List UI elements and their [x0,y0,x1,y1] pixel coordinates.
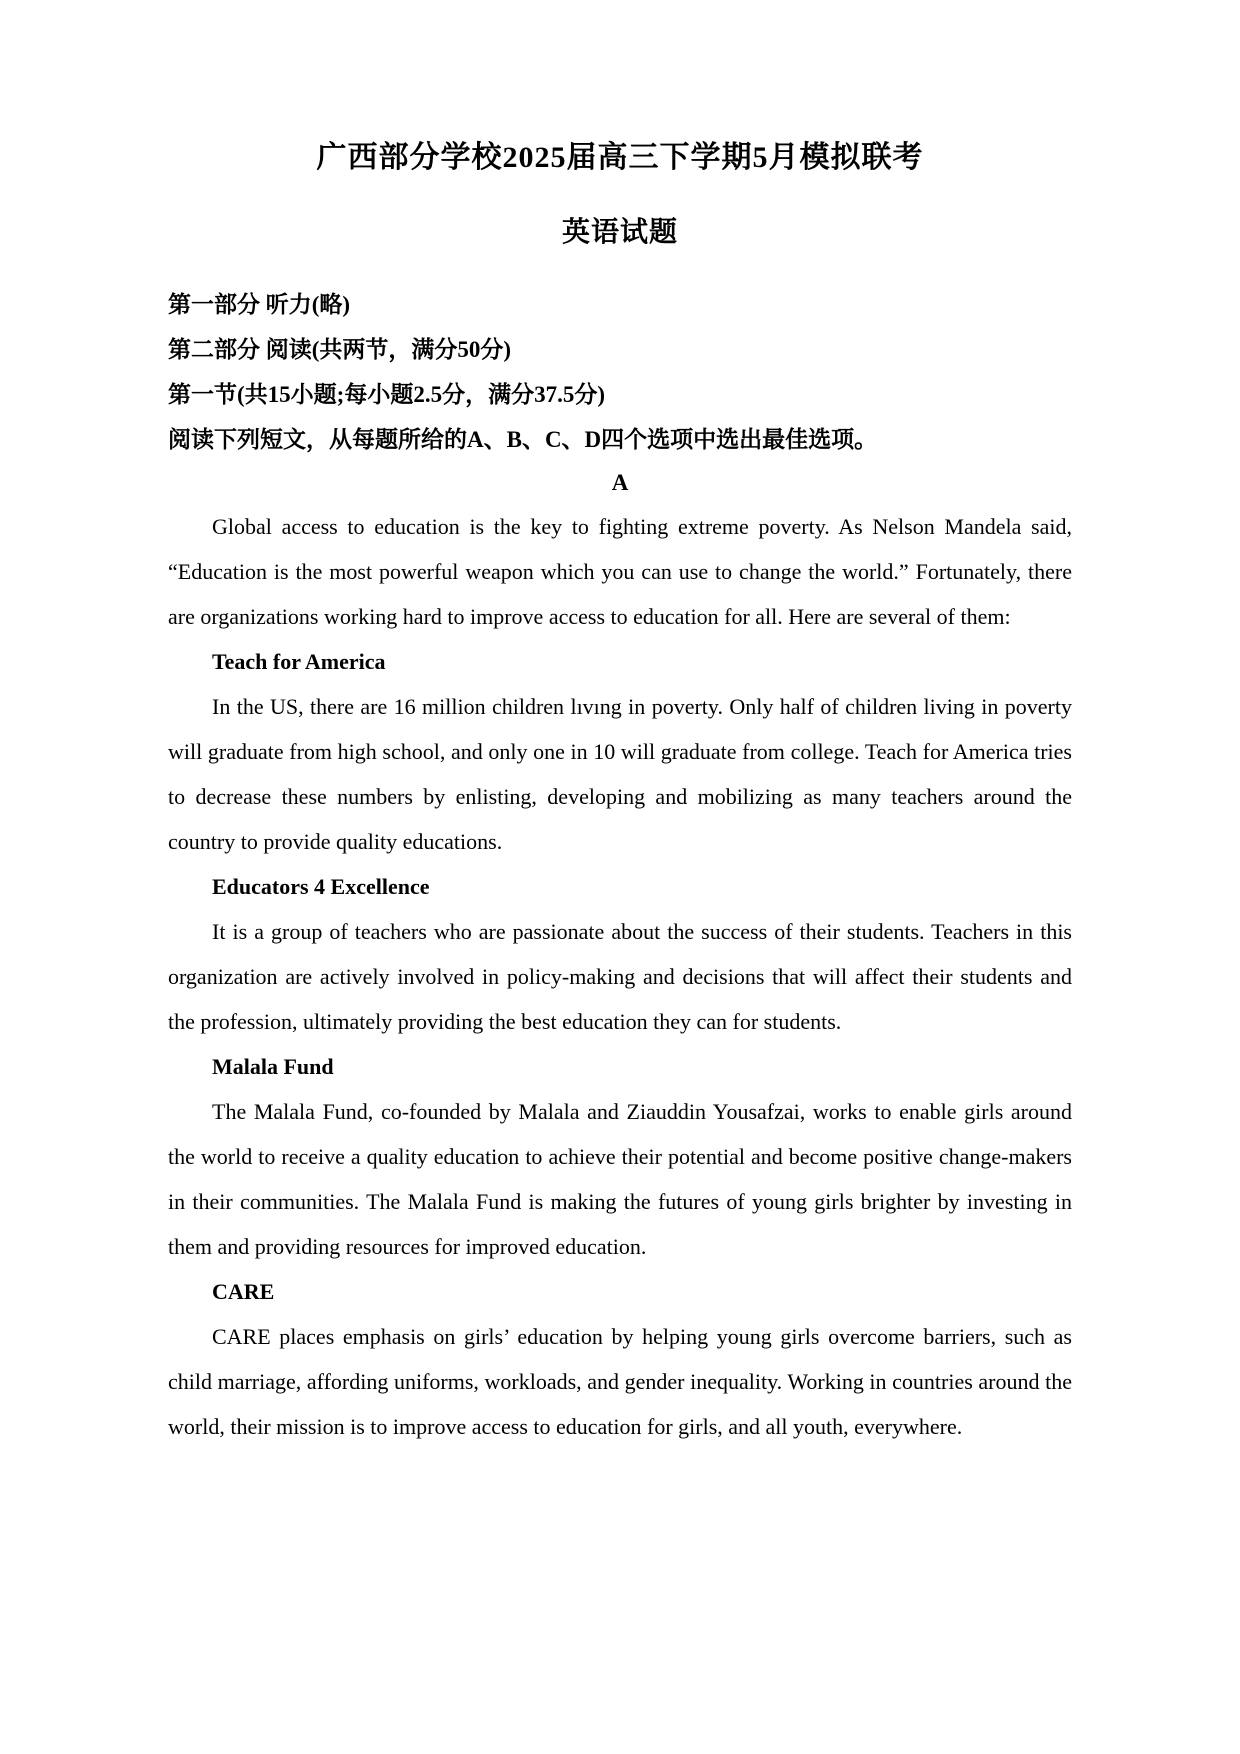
org-description: The Malala Fund, co-founded by Malala and Ziauddin Yousafzai, works to enable girls around the world to receive a quality education to achieve their potential and become positive change-makers in their communities. The Malala Fund is making the futures of young girls brighter by investing in them and providing resources for improved education. [168,1099,1072,1259]
org-block [168,1269,1072,1449]
org-name: Malala Fund [212,1054,334,1079]
org-name: CARE [212,1279,275,1304]
section-header-part2: 第二部分 阅读(共两节，满分50分) [168,337,512,362]
page-subtitle: 英语试题 [561,217,678,248]
org-block [168,1044,1072,1269]
section-header-part1: 第一部分 听力(略) [168,292,351,317]
org-description: CARE places emphasis on girls’ education by helping young girls overcome barriers, such as child marriage, affording uniforms, workloads, and gender inequality. Working in countries around the world, their mission is to improve access to education for girls, and all youth, everywhere. [168,1324,1072,1439]
section-header-section1: 第一节(共15小题;每小题2.5分，满分37.5分) [168,382,605,407]
org-block [168,864,1072,1044]
section-instruction: 阅读下列短文，从每题所给的A、B、C、D四个选项中选出最佳选项。 [168,427,878,452]
passage-intro: Global access to education is the key to fighting extreme poverty. As Nelson Mandela said, “Education is the most powerful weapon which you can use to change the world.” Fortunately, there are organizations working hard to improve access to education for all. Here are several of them: [168,514,1072,629]
org-description: It is a group of teachers who are passionate about the success of their students. Teachers in this organization are actively involved in policy-making and decisions that will affect their students and the profession, ultimately providing the best education they can for students. [168,919,1072,1034]
passage-label: A [611,470,629,495]
page-title: 广西部分学校2025届高三下学期5月模拟联考 [316,141,924,174]
org-name: Educators 4 Excellence [212,874,430,899]
org-name: Teach for America [212,649,386,674]
org-block [168,639,1072,864]
org-description: In the US, there are 16 million children lıvıng in poverty. Only half of children living in poverty will graduate from high school, and only one in 10 will graduate from college. Teach for America tries to decrease these numbers by enlisting, developing and mobilizing as many teachers around the country to provide quality educations. [168,694,1072,854]
section-headers [168,282,1072,462]
